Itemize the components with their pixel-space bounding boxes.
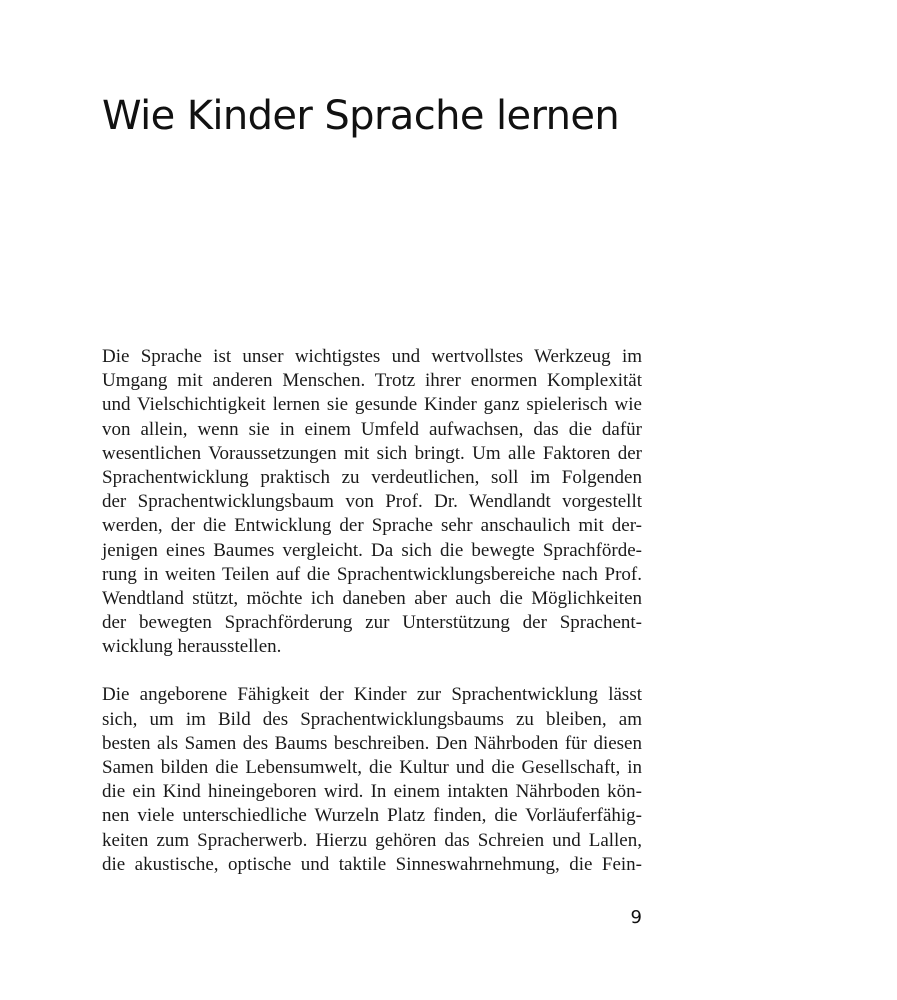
text-line: nen viele unterschiedliche Wurzeln Platz finden, die Vorläuferfähig- — [102, 805, 642, 827]
text-line: wicklung herausstellen. — [102, 636, 282, 658]
text-line: und Vielschichtigkeit lernen sie gesunde Kinder ganz spielerisch wie — [102, 394, 642, 416]
text-line: Die angeborene Fähigkeit der Kinder zur Sprachentwicklung lässt — [102, 684, 642, 706]
text-line: rung in weiten Teilen auf die Sprachentwicklungsbereiche nach Prof. — [102, 563, 642, 585]
text-line: von allein, wenn sie in einem Umfeld aufwachsen, das die dafür — [102, 418, 642, 440]
page-number: 9 — [630, 907, 642, 928]
paragraph-2 — [102, 683, 642, 877]
text-line: Samen bilden die Lebensumwelt, die Kultur und die Gesellschaft, in — [102, 757, 642, 778]
chapter-title: Wie Kinder Sprache lernen — [102, 93, 620, 139]
text-line: wesentlichen Voraussetzungen mit sich bringt. Um alle Faktoren der — [102, 442, 642, 464]
text-line: der bewegten Sprachförderung zur Unterstützung der Sprachent- — [102, 612, 642, 634]
text-line: die ein Kind hineingeboren wird. In einem intakten Nährboden kön- — [102, 781, 642, 803]
paragraph-1 — [102, 345, 642, 659]
text-line: der Sprachentwicklungsbaum von Prof. Dr. Wendlandt vorgestellt — [102, 491, 642, 513]
body-text — [102, 345, 642, 877]
text-line: Die Sprache ist unser wichtigstes und wertvollstes Werkzeug im — [102, 346, 642, 367]
text-line: werden, der die Entwicklung der Sprache sehr anschaulich mit der- — [102, 515, 642, 537]
text-line: Umgang mit anderen Menschen. Trotz ihrer enormen Komplexität — [102, 370, 642, 392]
text-line: Wendtland stützt, möchte ich daneben aber auch die Möglichkeiten — [102, 587, 642, 609]
text-line: sich, um im Bild des Sprachentwicklungsbaums zu bleiben, am — [102, 708, 642, 730]
text-line: jenigen eines Baumes vergleicht. Da sich die bewegte Sprachförde- — [102, 539, 642, 561]
text-line: die akustische, optische und taktile Sinneswahrnehmung, die Fein- — [102, 853, 642, 875]
text-line: keiten zum Spracherwerb. Hierzu gehören das Schreien und Lallen, — [102, 829, 642, 851]
text-line: besten als Samen des Baums beschreiben. Den Nährboden für diesen — [102, 732, 642, 754]
text-line: Sprachentwicklung praktisch zu verdeutlichen, soll im Folgenden — [102, 466, 642, 488]
